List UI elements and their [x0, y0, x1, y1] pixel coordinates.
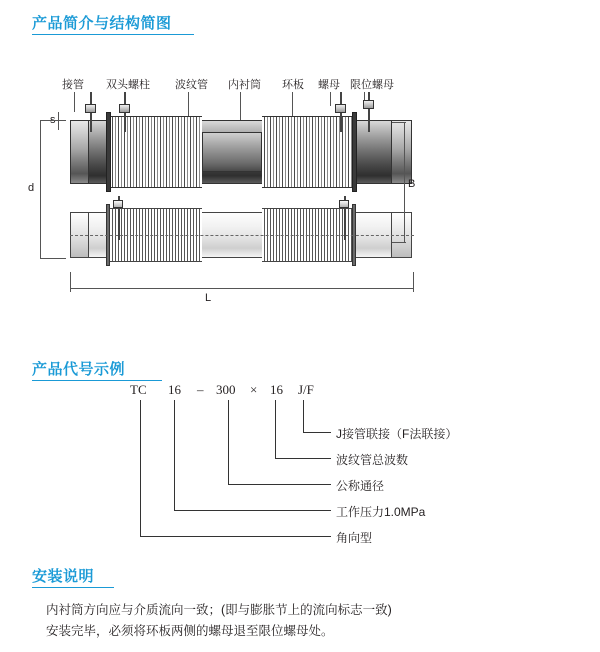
code-line-waves [275, 400, 276, 458]
section-rule-install [32, 587, 114, 588]
install-note-2: 安装完毕，必须将环板两侧的螺母退至限位螺母处。 [46, 624, 334, 638]
code-token-type: TC [130, 382, 147, 397]
leader-nut [330, 92, 331, 106]
callout-label-bellows: 波纹管 [175, 79, 208, 91]
dim-l-text: L [205, 292, 212, 304]
structure-diagram [0, 60, 600, 350]
code-line-diameter [228, 400, 229, 484]
code-line-pressure [174, 400, 175, 510]
code-desc-waves: 波纹管总波数 [336, 453, 409, 467]
code-desc-type: 角向型 [336, 531, 373, 545]
code-line-type [140, 400, 141, 536]
section-title-code: 产品代号示例 [32, 361, 126, 378]
code-token-joint: J/F [298, 382, 314, 397]
ring-plate-right [352, 112, 357, 192]
callout-label-ring-plate: 环板 [282, 79, 304, 91]
dim-b-tick-top [392, 122, 406, 123]
nut-plan-left [113, 200, 123, 208]
callout-label-nut: 螺母 [318, 79, 340, 91]
section-title-intro: 产品简介与结构简图 [32, 15, 172, 32]
nut-left-1 [85, 104, 96, 113]
code-connector-pressure [174, 510, 331, 511]
code-desc-diameter: 公称通径 [336, 479, 385, 493]
code-connector-type [140, 536, 331, 537]
code-connector-diameter [228, 484, 331, 485]
ring-plate-left [106, 112, 111, 192]
stud-right-2 [368, 92, 370, 132]
dim-l-tick-right [413, 272, 414, 292]
dim-d-tick-top [40, 120, 66, 121]
code-line-joint [303, 400, 304, 432]
code-desc-pressure: 工作压力1.0MPa [336, 505, 426, 519]
code-token-pressure: 16 [168, 382, 181, 397]
code-example-diagram [0, 382, 600, 557]
code-connector-waves [275, 458, 331, 459]
dim-d-text: d [28, 182, 35, 194]
section-title-install: 安装说明 [32, 568, 95, 585]
code-token-diameter: 300 [216, 382, 236, 397]
center-line [70, 235, 414, 236]
leader-nozzle [74, 92, 75, 112]
nut-plan-right [339, 200, 349, 208]
callout-label-liner: 内衬筒 [228, 79, 261, 91]
inner-liner [202, 132, 262, 172]
install-instructions [46, 600, 566, 642]
code-token-times: × [250, 382, 258, 397]
callout-label-stud: 双头螺柱 [106, 79, 150, 91]
dim-b-text: B [408, 178, 416, 190]
code-token-waves: 16 [270, 382, 283, 397]
nozzle-right [390, 120, 412, 184]
dim-d-tick-bottom [40, 258, 66, 259]
code-token-dash: – [197, 382, 204, 397]
code-connector-joint [303, 432, 331, 433]
callout-label-nozzle: 接管 [62, 79, 84, 91]
dim-d-line [40, 120, 41, 258]
nut-right-1 [335, 104, 346, 113]
code-desc-joint: J接管联接（F法联接） [336, 427, 458, 441]
dim-l-line [70, 288, 414, 289]
callout-label-limit-nut: 限位螺母 [350, 79, 394, 91]
leader-ring-plate [292, 92, 293, 116]
dim-b-tick-bottom [392, 242, 406, 243]
nut-left-2 [119, 104, 130, 113]
section-rule-intro [32, 34, 194, 35]
dim-s-line [58, 112, 59, 130]
install-note-1: 内衬筒方向应与介质流向一致；(即与膨胀节上的流向标志一致) [46, 603, 392, 617]
limit-nut-right [363, 100, 374, 109]
section-rule-code [32, 380, 162, 381]
dim-b-line [404, 122, 405, 242]
dim-l-tick-left [70, 272, 71, 292]
